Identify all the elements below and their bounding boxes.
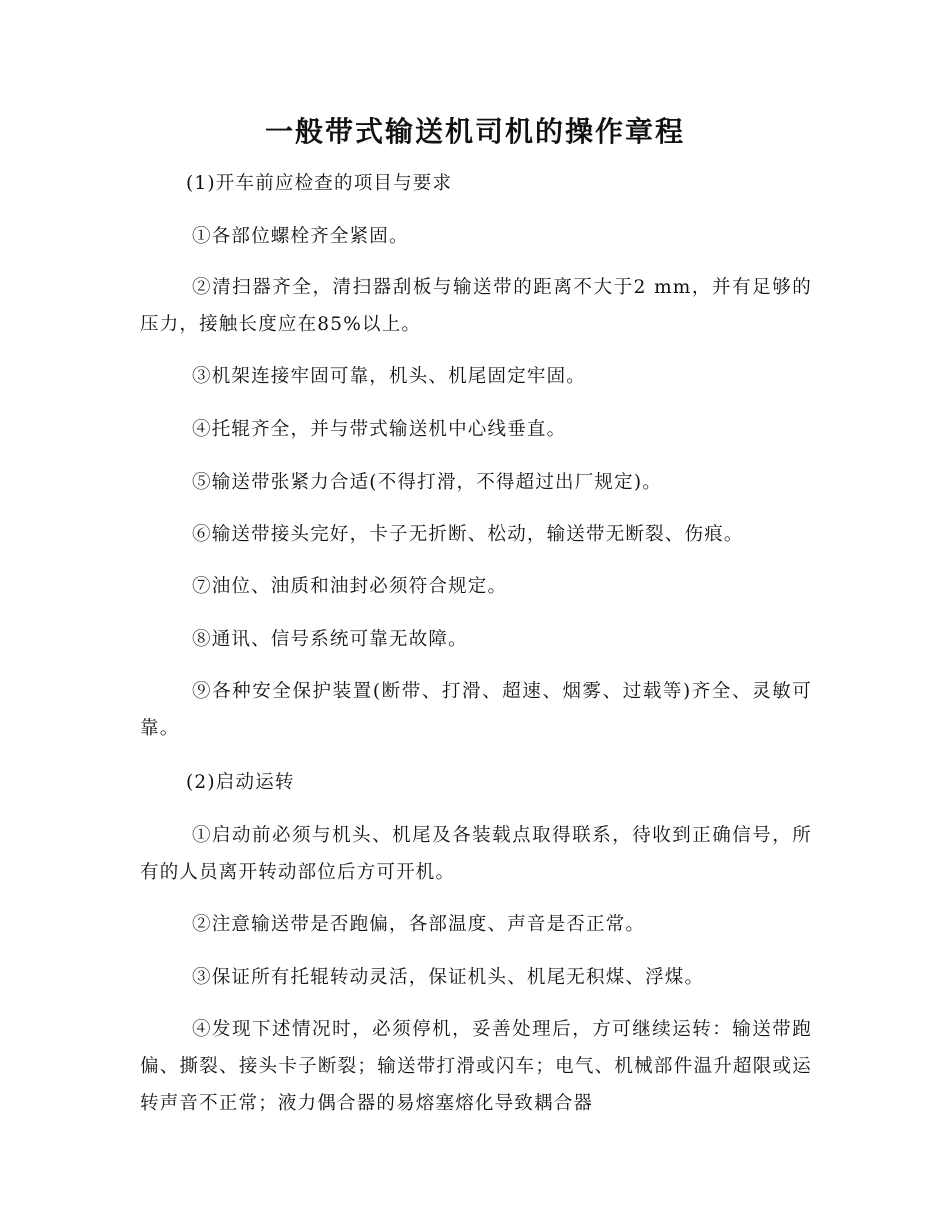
section-heading-2: (2)启动运转 <box>186 772 295 793</box>
paragraph-10: ①启动前必须与机头、机尾及各装载点取得联系，待收到正确信号，所有的人员离开转动部位后方可开机。 <box>140 825 812 883</box>
section-heading-1: (1)开车前应检查的项目与要求 <box>186 173 453 194</box>
paragraph-6: ⑥输送带接头完好，卡子无折断、松动，输送带无断裂、伤痕。 <box>192 524 744 545</box>
paragraph-13: ④发现下述情况时，必须停机，妥善处理后，方可继续运转：输送带跑偏、撕裂、接头卡子断裂；输送带打滑或闪车；电气、机械部件温升超限或运转声音不正常；液力偶合器的易熔塞熔化导致耦合器 <box>140 1019 812 1114</box>
paragraph-7: ⑦油位、油质和油封必须符合规定。 <box>192 576 508 597</box>
paragraph-2: ②清扫器齐全，清扫器刮板与输送带的距离不大于2 mm，并有足够的压力，接触长度应在85%以上。 <box>140 277 812 335</box>
paragraph-9: ⑨各种安全保护装置(断带、打滑、超速、烟雾、过载等)齐全、灵敏可靠。 <box>140 681 812 739</box>
document-title: 一般带式输送机司机的操作章程 <box>264 115 685 148</box>
paragraph-1: ①各部位螺栓齐全紧固。 <box>192 226 409 247</box>
paragraph-5: ⑤输送带张紧力合适(不得打滑，不得超过出厂规定)。 <box>192 472 662 493</box>
paragraph-12: ③保证所有托辊转动灵活，保证机头、机尾无积煤、浮煤。 <box>192 967 705 988</box>
paragraph-8: ⑧通讯、信号系统可靠无故障。 <box>192 629 468 650</box>
paragraph-3: ③机架连接牢固可靠，机头、机尾固定牢固。 <box>192 366 587 387</box>
paragraph-11: ②注意输送带是否跑偏，各部温度、声音是否正常。 <box>192 914 646 935</box>
paragraph-4: ④托辊齐全，并与带式输送机中心线垂直。 <box>192 419 567 440</box>
